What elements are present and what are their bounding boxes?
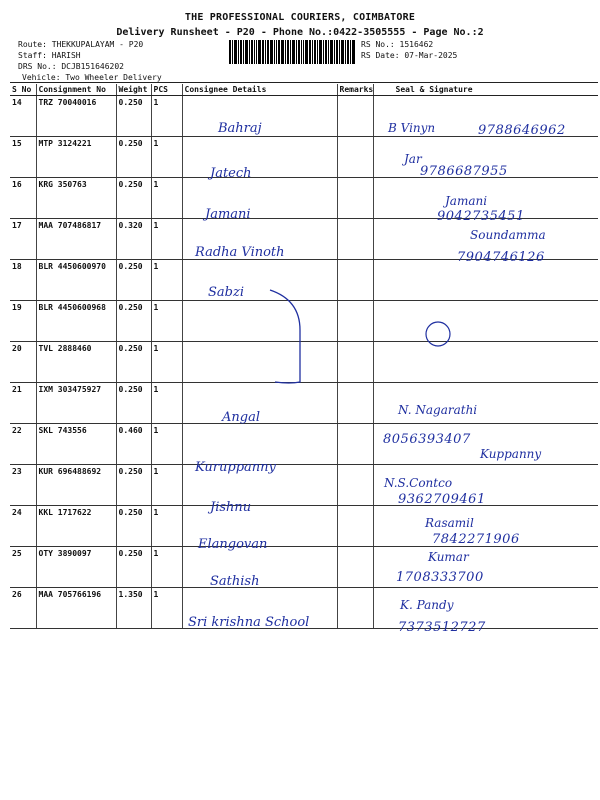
cell-consignment: IXM 303475927 [36, 383, 116, 424]
cell-weight: 0.250 [116, 465, 151, 506]
hw-name: Kuruppanny [195, 460, 276, 475]
cell-consignment: MAA 707486817 [36, 219, 116, 260]
hw-signature: N. Nagarathi [398, 403, 478, 417]
cell-consignment: BLR 4450600968 [36, 301, 116, 342]
route-label: Route: THEKKUPALAYAM - P20 [18, 40, 144, 49]
cell-pcs: 1 [151, 96, 182, 137]
hw-phone: 9042735451 [437, 209, 525, 224]
cell-pcs: 1 [151, 178, 182, 219]
hw-name: Sathish [210, 574, 260, 589]
col-seal: Seal & Signature [373, 84, 598, 96]
cell-sno: 26 [10, 588, 36, 629]
cell-consignment: TVL 2888460 [36, 342, 116, 383]
hw-signature: N.S.Contco [384, 476, 453, 490]
cell-weight: 0.250 [116, 342, 151, 383]
cell-weight: 1.350 [116, 588, 151, 629]
hw-signature: Rasamil [425, 516, 474, 530]
cell-pcs: 1 [151, 465, 182, 506]
hw-phone: 9788646962 [478, 123, 566, 138]
col-consignee: Consignee Details [182, 84, 337, 96]
hw-phone: 9362709461 [398, 492, 486, 507]
hw-phone: 7904746126 [457, 250, 545, 265]
bracket-mark [270, 290, 300, 383]
hw-name: Elangovan [198, 537, 268, 552]
cell-weight: 0.250 [116, 383, 151, 424]
hw-phone: 8056393407 [383, 432, 471, 447]
document-subtitle: Delivery Runsheet - P20 - Phone No.:0422-3505555 - Page No.:2 [116, 27, 484, 38]
cell-pcs: 1 [151, 506, 182, 547]
cell-sno: 22 [10, 424, 36, 465]
cell-pcs: 1 [151, 342, 182, 383]
hw-signature: Soundamma [470, 228, 546, 242]
cell-weight: 0.460 [116, 424, 151, 465]
hw-signature: Kumar [428, 550, 469, 564]
cell-pcs: 1 [151, 301, 182, 342]
cell-weight: 0.250 [116, 260, 151, 301]
hw-name: Jatech [210, 166, 252, 181]
cell-sno: 20 [10, 342, 36, 383]
col-sno: S No [10, 84, 36, 96]
cell-weight: 0.250 [116, 137, 151, 178]
cell-sno: 14 [10, 96, 36, 137]
cell-consignment: BLR 4450600970 [36, 260, 116, 301]
hw-phone: 1708333700 [396, 570, 484, 585]
document-title: THE PROFESSIONAL COURIERS, COIMBATORE [184, 12, 416, 23]
hw-name: Angal [222, 410, 260, 425]
cell-weight: 0.250 [116, 301, 151, 342]
cell-weight: 0.250 [116, 178, 151, 219]
hw-name: Jamani [205, 207, 251, 222]
col-weight: Weight [116, 84, 151, 96]
hw-signature: B Vinyn [388, 121, 436, 135]
hw-phone: 9786687955 [420, 164, 508, 179]
cell-consignment: KKL 1717622 [36, 506, 116, 547]
cell-consignment: TRZ 70040016 [36, 96, 116, 137]
cell-pcs: 1 [151, 424, 182, 465]
hw-phone: 7842271906 [432, 532, 520, 547]
cell-weight: 0.250 [116, 506, 151, 547]
cell-sno: 23 [10, 465, 36, 506]
hw-name: Bahraj [218, 121, 262, 136]
cell-weight: 0.320 [116, 219, 151, 260]
cell-pcs: 1 [151, 547, 182, 588]
cell-sno: 19 [10, 301, 36, 342]
cell-sno: 25 [10, 547, 36, 588]
cell-weight: 0.250 [116, 547, 151, 588]
col-consignment: Consignment No [36, 84, 116, 96]
cell-pcs: 1 [151, 219, 182, 260]
cell-sno: 16 [10, 178, 36, 219]
cell-sno: 15 [10, 137, 36, 178]
rs-date: RS Date: 07-Mar-2025 [361, 51, 458, 60]
hw-signature: Jar [404, 152, 422, 166]
cell-pcs: 1 [151, 137, 182, 178]
cell-pcs: 1 [151, 383, 182, 424]
cell-consignment: SKL 743556 [36, 424, 116, 465]
cell-sno: 24 [10, 506, 36, 547]
cell-consignment: MTP 3124221 [36, 137, 116, 178]
col-remarks: Remarks [337, 84, 373, 96]
hw-signature: Jamani [445, 194, 488, 208]
hw-name: Radha Vinoth [195, 245, 285, 260]
cell-sno: 18 [10, 260, 36, 301]
cell-consignment: KRG 350763 [36, 178, 116, 219]
hw-name: Jishnu [210, 500, 252, 515]
cell-sno: 21 [10, 383, 36, 424]
cell-consignment: MAA 705766196 [36, 588, 116, 629]
vehicle-label: Vehicle: Two Wheeler Delivery [22, 73, 162, 82]
cell-consignment: KUR 696488692 [36, 465, 116, 506]
cell-pcs: 1 [151, 588, 182, 629]
cell-weight: 0.250 [116, 96, 151, 137]
drs-label: DRS No.: DCJB151646202 [18, 62, 124, 71]
hw-phone: 7373512727 [398, 620, 486, 635]
signature-loop [426, 322, 450, 346]
staff-label: Staff: HARISH [18, 51, 81, 60]
col-pcs: PCS [151, 84, 182, 96]
cell-pcs: 1 [151, 260, 182, 301]
hw-signature: Kuppanny [480, 447, 542, 461]
cell-consignment: OTY 3890097 [36, 547, 116, 588]
hw-name: Sri krishna School [188, 615, 310, 630]
cell-sno: 17 [10, 219, 36, 260]
rs-number: RS No.: 1516462 [361, 40, 434, 49]
hw-signature: K. Pandy [400, 598, 454, 612]
hw-name: Sabzi [208, 285, 244, 300]
